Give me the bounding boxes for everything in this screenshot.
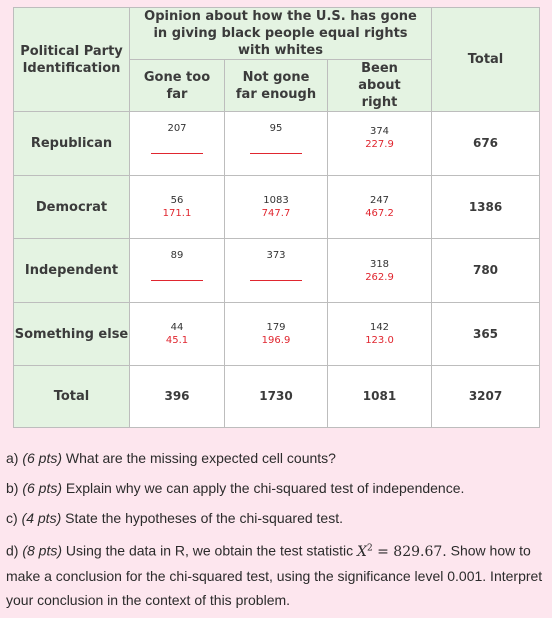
row-total: 780 [432, 239, 540, 303]
table-row [14, 239, 540, 303]
opinion-header-label: Opinion about how the U.S. has gone in giving black people equal rights with whites [144, 9, 417, 58]
question-d: d) (8 pts) Using the data in R, we obtain the test statistic $X^2 = 829.67$. Show how to make a conclusion for the chi-squared test, using the significance level 0.001. Interpret your conclusion in the context of this problem. [6, 542, 543, 608]
points-label: (8 pts) [22, 542, 63, 559]
table-row [14, 112, 540, 176]
row-label: Something else [14, 303, 130, 366]
missing-expected-blank [151, 268, 203, 281]
expected-count: 227.9 [365, 138, 394, 150]
missing-expected-blank [151, 141, 203, 154]
table-row [14, 303, 540, 366]
table-cell [130, 303, 225, 366]
contingency-table [13, 7, 540, 428]
table-cell [130, 112, 225, 176]
column-header-not-gone-far-enough: Not gone far enough [225, 60, 328, 112]
table-cell [328, 303, 432, 366]
missing-expected-blank [250, 141, 302, 154]
observed-count: 373 [266, 249, 286, 261]
missing-expected-blank [250, 268, 302, 281]
expected-count: 196.9 [261, 335, 291, 346]
row-total: 676 [432, 112, 540, 176]
total-header-label: Total [467, 52, 504, 67]
table-cell [328, 112, 432, 176]
expected-count: 45.1 [165, 335, 189, 346]
expected-count: 171.1 [162, 208, 192, 219]
observed-count: 179 [266, 322, 286, 333]
points-label: (4 pts) [21, 510, 62, 526]
column-header-gone-too-far: Gone too far [130, 60, 225, 112]
table-row [14, 176, 540, 239]
table-cell [328, 239, 432, 303]
test-statistic: $X^2 = 829.67$. [356, 543, 447, 560]
row-total: 365 [432, 303, 540, 366]
corner-header [14, 8, 130, 112]
observed-count: 207 [167, 122, 187, 134]
row-total: 1386 [432, 176, 540, 239]
corner-label: Political Party Identification [20, 43, 123, 76]
column-total: 396 [130, 366, 225, 428]
question-a: a) (6 pts) What are the missing expected cell counts? [6, 450, 336, 466]
questions-section [6, 446, 546, 618]
question-b: b) (6 pts) Explain why we can apply the chi-squared test of independence. [6, 480, 465, 496]
grand-total: 3207 [432, 366, 540, 428]
totals-row-label: Total [14, 366, 130, 428]
observed-count: 95 [269, 122, 283, 134]
opinion-header [130, 8, 432, 60]
row-label: Republican [14, 112, 130, 176]
table-cell [130, 176, 225, 239]
contingency-table-container [13, 7, 539, 413]
column-header-been-about-right: Been about right [328, 60, 432, 112]
table-cell [225, 176, 328, 239]
totals-row [14, 366, 540, 428]
observed-count: 318 [369, 258, 390, 270]
observed-count: 44 [170, 322, 184, 333]
question-c: c) (4 pts) State the hypotheses of the chi-squared test. [6, 510, 343, 526]
row-label: Independent [14, 239, 130, 303]
observed-count: 1083 [263, 195, 289, 206]
observed-count: 142 [369, 322, 390, 333]
observed-count: 56 [170, 195, 184, 206]
table-cell [130, 239, 225, 303]
observed-count: 89 [170, 249, 184, 261]
expected-count: 467.2 [365, 208, 394, 219]
points-label: (6 pts) [22, 480, 63, 496]
row-label: Democrat [14, 176, 130, 239]
column-total: 1081 [328, 366, 432, 428]
column-total: 1730 [225, 366, 328, 428]
table-cell [225, 239, 328, 303]
expected-count: 747.7 [261, 208, 291, 219]
expected-count: 123.0 [365, 335, 394, 346]
expected-count: 262.9 [365, 271, 394, 283]
observed-count: 247 [369, 195, 390, 206]
points-label: (6 pts) [22, 450, 63, 466]
observed-count: 374 [369, 125, 390, 137]
table-cell [225, 303, 328, 366]
total-header [432, 8, 540, 112]
table-cell [225, 112, 328, 176]
table-cell [328, 176, 432, 239]
